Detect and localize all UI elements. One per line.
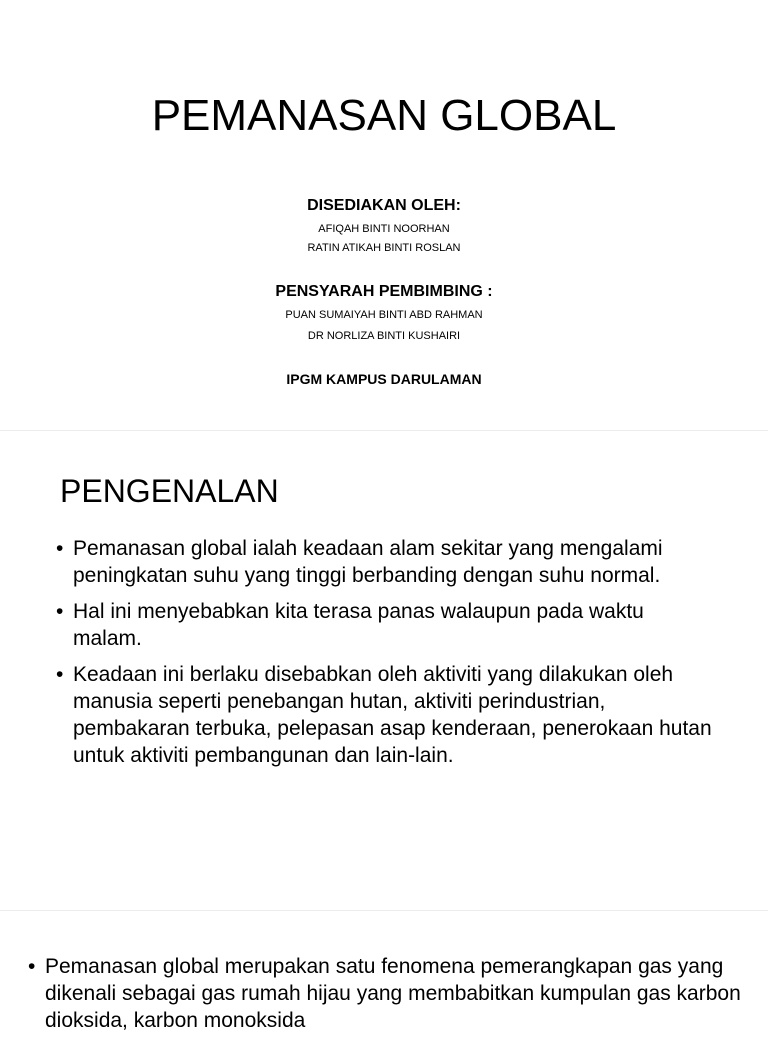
bullet-icon: •	[56, 537, 64, 560]
lecturer-name: PUAN SUMAIYAH BINTI ABD RAHMAN	[285, 309, 483, 321]
bullet-text: Keadaan ini berlaku disebabkan oleh aktiviti yang dilakukan oleh manusia seperti penebangan hutan, aktiviti perindustrian, pembakaran terbuka, pelepasan asap kenderaan, penerokaan hutan untuk aktiviti pembangunan dan lain-lain.	[73, 663, 712, 767]
lecturer-heading: PENSYARAH PEMBIMBING :	[275, 283, 493, 300]
bullet-icon: •	[28, 955, 36, 978]
title-slide	[0, 0, 768, 430]
bullet-icon: •	[56, 663, 64, 686]
bullet-text: Pemanasan global ialah keadaan alam sekitar yang mengalami peningkatan suhu yang tinggi berbanding dengan suhu normal.	[73, 537, 663, 587]
presentation-title: PEMANASAN GLOBAL	[151, 91, 617, 140]
list-item	[56, 598, 716, 652]
intro-slide	[0, 430, 768, 911]
institution-name: IPGM KAMPUS DARULAMAN	[286, 371, 482, 387]
next-slide	[0, 910, 768, 1032]
author-name: RATIN ATIKAH BINTI ROSLAN	[307, 242, 461, 254]
lecturer-name: DR NORLIZA BINTI KUSHAIRI	[307, 330, 461, 342]
list-item	[28, 953, 748, 1034]
bullet-icon: •	[56, 600, 64, 623]
author-name: AFIQAH BINTI NOORHAN	[318, 223, 450, 235]
list-item	[56, 661, 716, 769]
section-heading: PENGENALAN	[60, 473, 279, 509]
bullet-list	[56, 535, 716, 778]
bullet-list	[28, 953, 748, 1043]
list-item	[56, 535, 716, 589]
bullet-text: Pemanasan global merupakan satu fenomena pemerangkapan gas yang dikenali sebagai gas rumah hijau yang membabitkan kumpulan gas karbon dioksida, karbon monoksida	[45, 955, 741, 1032]
prepared-by-heading: DISEDIAKAN OLEH:	[307, 197, 461, 214]
bullet-text: Hal ini menyebabkan kita terasa panas walaupun pada waktu malam.	[73, 600, 644, 650]
